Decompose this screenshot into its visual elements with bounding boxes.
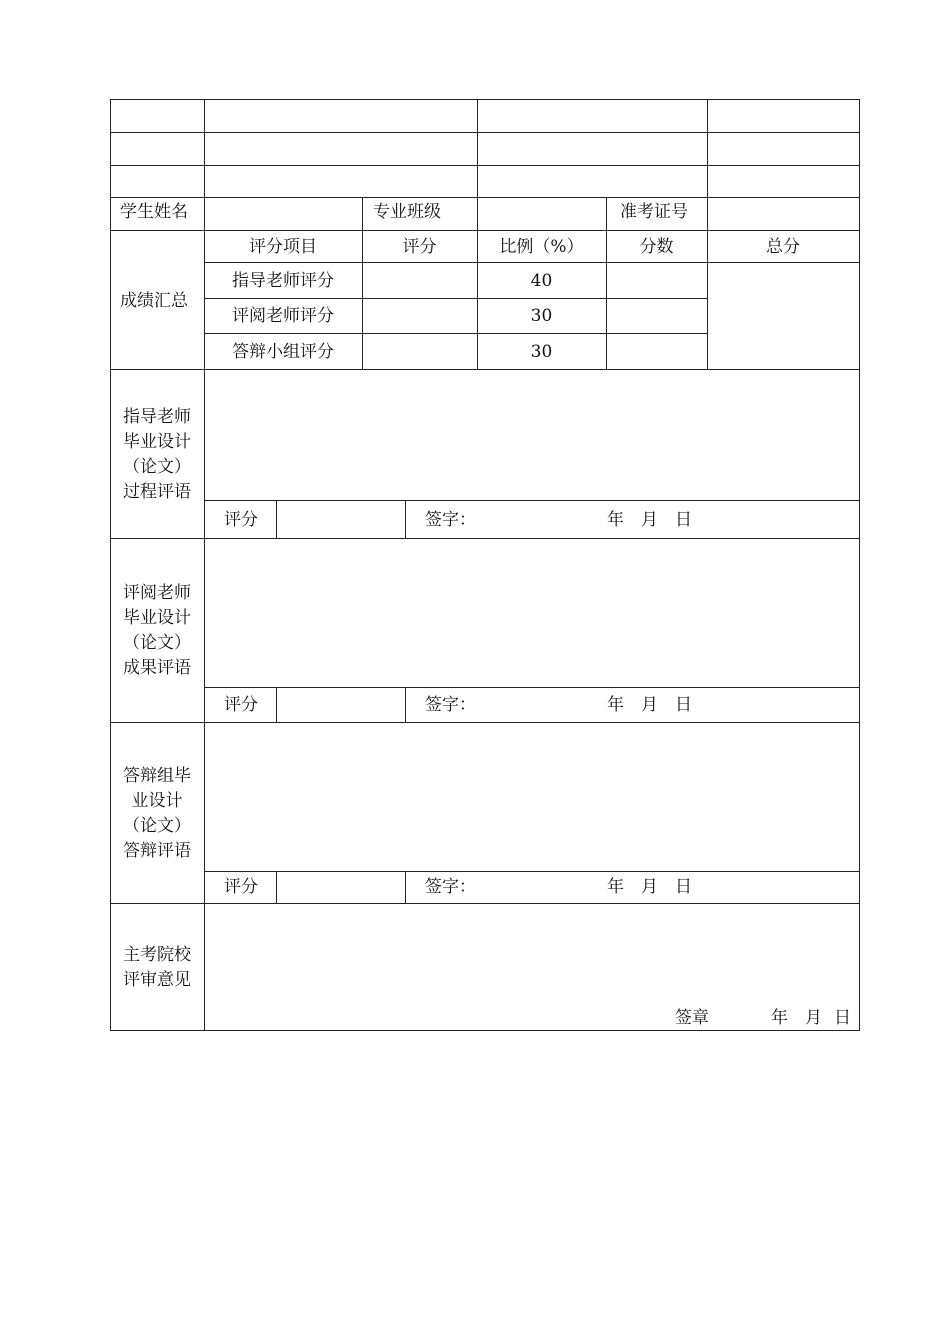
comment-area[interactable] xyxy=(205,370,859,500)
section-label: 指导老师 毕业设计 （论文） 过程评语 xyxy=(123,407,191,502)
col-divider xyxy=(477,99,478,198)
date-day: 日 xyxy=(675,510,692,530)
table-border-right xyxy=(859,99,860,1031)
student-name-label: 学生姓名 xyxy=(120,202,188,222)
score-label: 评分 xyxy=(224,695,258,715)
exam-id-field[interactable] xyxy=(708,198,859,230)
signature-label: 签字： xyxy=(425,510,476,530)
final-day: 日 xyxy=(834,1008,851,1028)
row-divider xyxy=(110,165,860,166)
table-border-top xyxy=(110,99,860,100)
summary-row-item: 评阅老师评分 xyxy=(232,306,334,326)
summary-row-item: 答辩小组评分 xyxy=(232,342,334,362)
row-divider xyxy=(204,333,708,334)
signature-label: 签字： xyxy=(425,877,476,897)
col-divider xyxy=(276,871,277,903)
col-divider xyxy=(362,197,363,369)
comment-area[interactable] xyxy=(205,539,859,687)
date-year: 年 xyxy=(607,695,624,715)
table-border-bottom xyxy=(110,1030,860,1031)
header-ratio: 比例（%） xyxy=(499,237,584,257)
summary-section-label: 成绩汇总 xyxy=(120,291,188,311)
row-divider xyxy=(204,871,860,872)
date-year: 年 xyxy=(607,877,624,897)
final-opinion-area[interactable] xyxy=(205,904,859,1030)
major-class-field[interactable] xyxy=(478,198,606,230)
exam-id-label: 准考证号 xyxy=(620,202,688,222)
summary-row-ratio: 30 xyxy=(530,342,553,362)
row-divider xyxy=(110,230,860,231)
summary-row-ratio: 30 xyxy=(530,306,553,326)
summary-row-item: 指导老师评分 xyxy=(232,271,334,291)
row-divider xyxy=(204,500,860,501)
header-score: 评分 xyxy=(402,237,437,257)
section-label: 评阅老师 毕业设计 （论文） 成果评语 xyxy=(123,583,191,678)
major-class-label: 专业班级 xyxy=(373,202,441,222)
stamp-label: 签章 xyxy=(675,1008,709,1028)
date-year: 年 xyxy=(607,510,624,530)
row-divider xyxy=(110,132,860,133)
col-divider xyxy=(405,871,406,903)
final-year: 年 xyxy=(771,1008,788,1028)
score-label: 评分 xyxy=(224,877,258,897)
student-name-field[interactable] xyxy=(205,198,362,230)
col-divider xyxy=(606,197,607,369)
final-month: 月 xyxy=(805,1008,822,1028)
date-month: 月 xyxy=(641,510,658,530)
header-item: 评分项目 xyxy=(249,237,317,257)
section-label: 答辩组毕 业设计 （论文） 答辩评语 xyxy=(123,766,191,861)
date-month: 月 xyxy=(641,877,658,897)
row-divider xyxy=(204,298,708,299)
date-day: 日 xyxy=(675,877,692,897)
table-border-left xyxy=(110,99,111,1031)
header-points: 分数 xyxy=(639,237,674,257)
signature-label: 签字： xyxy=(425,695,476,715)
col-divider xyxy=(707,99,708,198)
col-divider xyxy=(276,500,277,538)
final-section-label: 主考院校 评审意见 xyxy=(123,945,191,990)
comment-area[interactable] xyxy=(205,723,859,871)
date-day: 日 xyxy=(675,695,692,715)
header-total: 总分 xyxy=(766,237,800,257)
col-divider xyxy=(405,687,406,722)
row-divider xyxy=(204,262,860,263)
summary-row-ratio: 40 xyxy=(530,271,553,291)
col-divider xyxy=(276,687,277,722)
date-month: 月 xyxy=(641,695,658,715)
score-label: 评分 xyxy=(224,510,258,530)
col-divider xyxy=(405,500,406,538)
row-divider xyxy=(204,687,860,688)
